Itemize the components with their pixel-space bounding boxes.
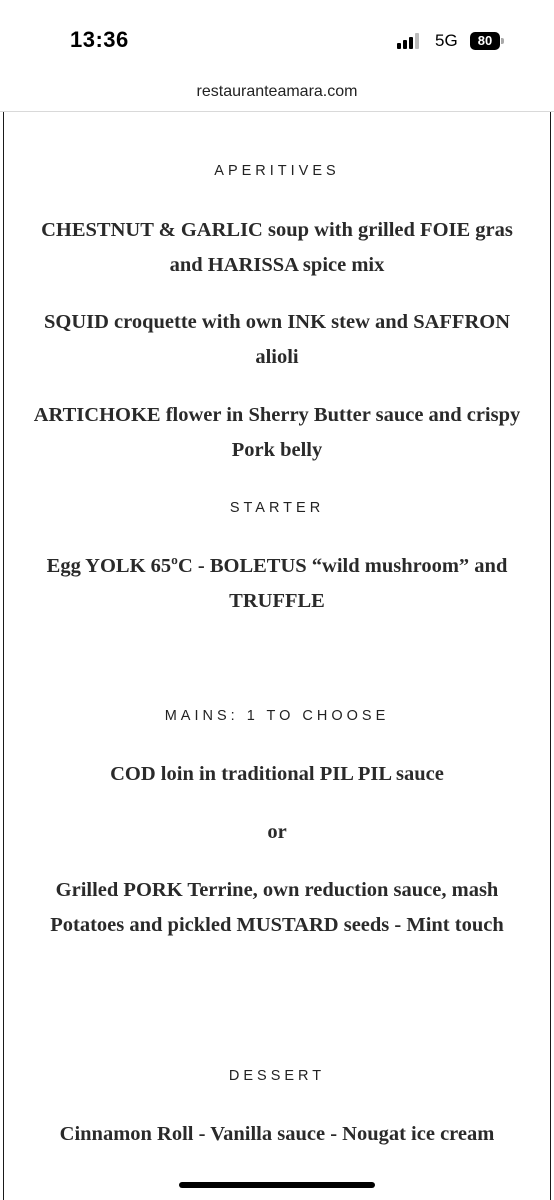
network-label: 5G <box>435 31 458 50</box>
dish-item: ARTICHOKE flower in Sherry Butter sauce and crispy Pork belly <box>33 404 521 461</box>
section-heading-dessert: DESSERT <box>228 1068 326 1084</box>
section-heading-mains: MAINS: 1 TO CHOOSE <box>164 708 390 724</box>
dish-item: COD loin in traditional PIL PIL sauce <box>110 763 444 785</box>
status-bar <box>0 0 554 80</box>
battery-icon <box>470 32 504 50</box>
signal-icon <box>397 33 425 49</box>
dish-item: SQUID croquette with own INK stew and SAFFRON alioli <box>43 311 510 368</box>
url-text[interactable]: restauranteamara.com <box>196 83 358 100</box>
dish-item: Grilled PORK Terrine, own reduction sauce, mash Potatoes and pickled MUSTARD seeds - Mint touch <box>50 879 504 936</box>
section-heading-aperitives: APERITIVES <box>214 163 340 179</box>
dish-item: Egg YOLK 65ºC - BOLETUS “wild mushroom” and TRUFFLE <box>46 555 508 612</box>
battery-level: 80 <box>470 32 500 50</box>
status-time: 13:36 <box>70 27 129 52</box>
dish-item: CHESTNUT & GARLIC soup with grilled FOIE gras and HARISSA spice mix <box>41 219 513 276</box>
section-heading-starter: STARTER <box>229 500 325 516</box>
dish-separator-or: or <box>267 821 287 843</box>
address-bar[interactable] <box>0 80 554 112</box>
dish-item: Cinnamon Roll - Vanilla sauce - Nougat ice cream <box>59 1123 495 1145</box>
home-indicator[interactable] <box>179 1182 375 1188</box>
